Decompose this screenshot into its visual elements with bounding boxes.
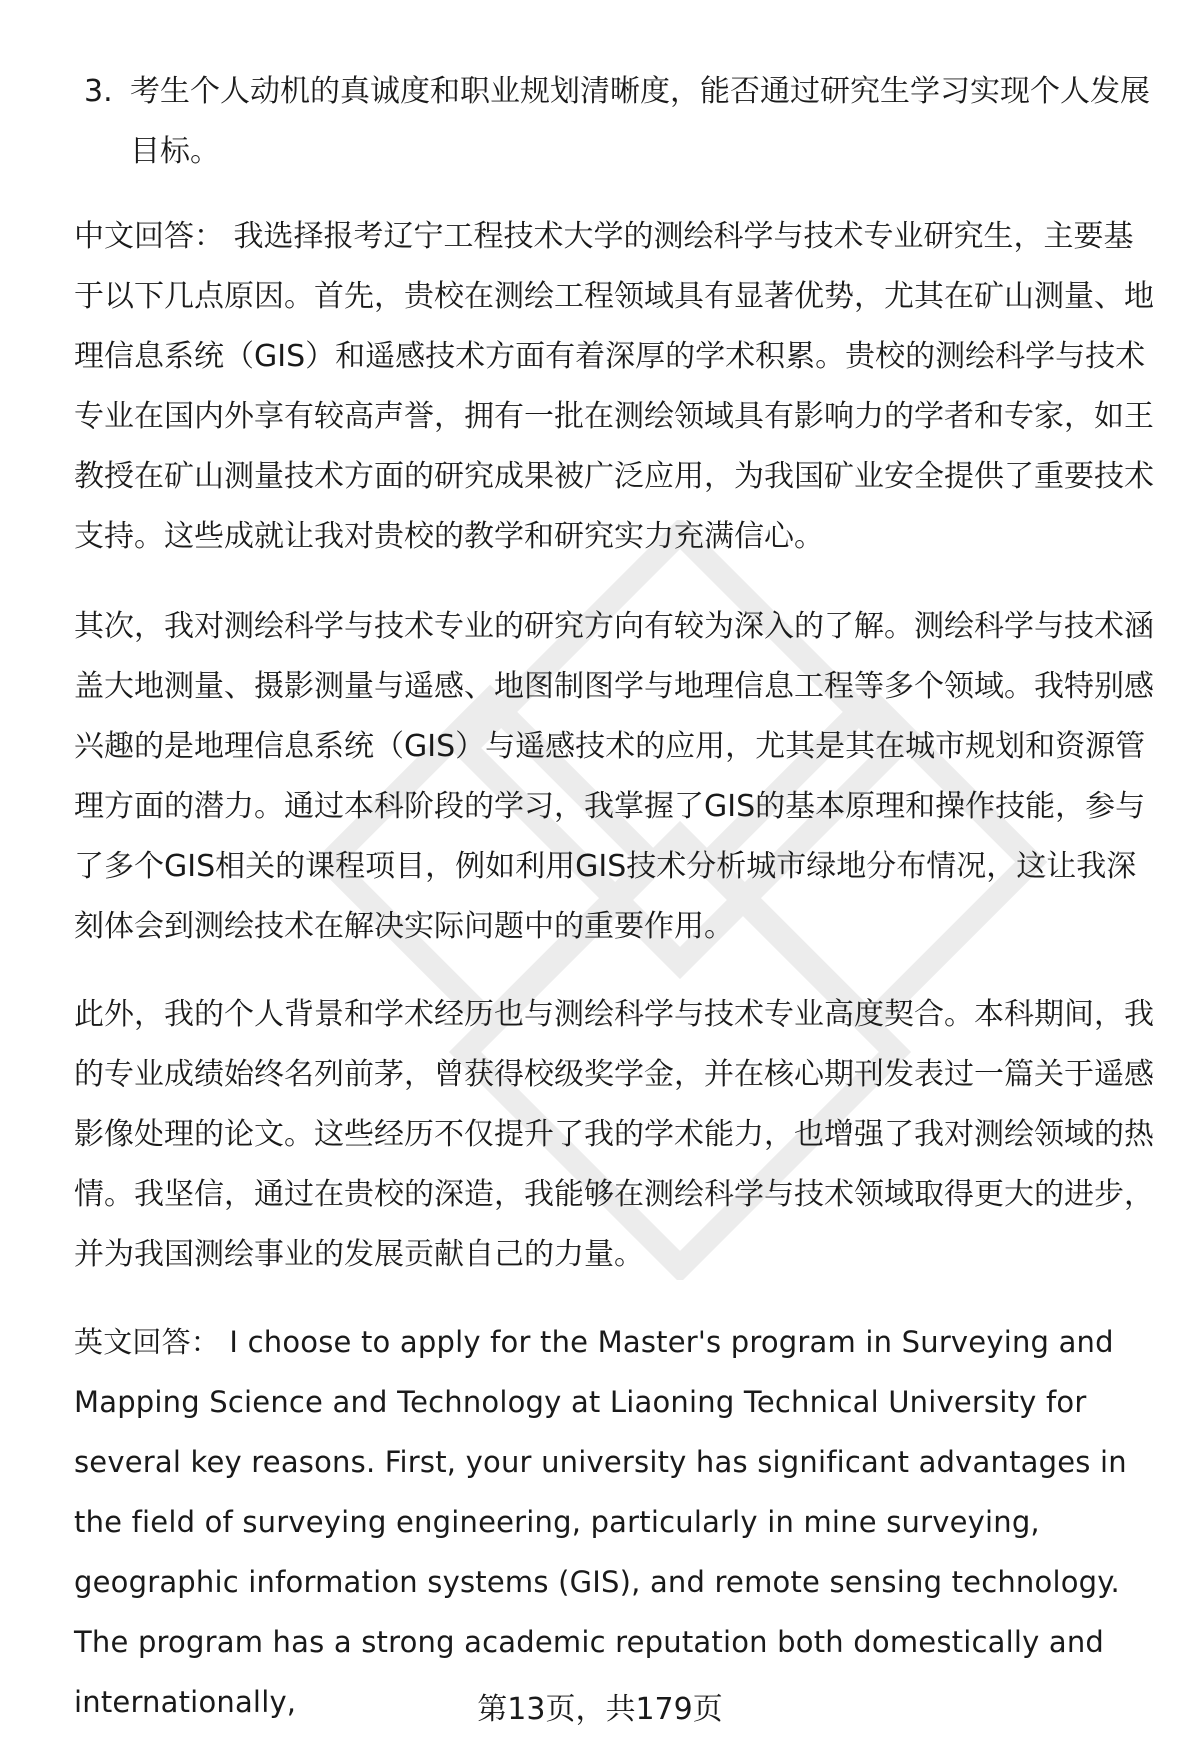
chinese-answer-paragraph-1: 中文回答： 我选择报考辽宁工程技术大学的测绘科学与技术专业研究生，主要基于以下几点原因。首先，贵校在测绘工程领域具有显著优势，尤其在矿山测量、地理信息系统（GIS）和遥感技术方面有着深厚的学术积累。贵校的测绘科学与技术专业在国内外享有较高声誉，拥有一批在测绘领域具有影响力的学者和专家，如王教授在矿山测量技术方面的研究成果被广泛应用，为我国矿业安全提供了重要技术支持。这些成就让我对贵校的教学和研究实力充满信心。 [74, 219, 1154, 554]
english-answer-paragraph-1: 英文回答： I choose to apply for the Master's program in Surveying and Mapping Science and Technology at Liaoning Technical University for several key reasons. First, your university has significant advantages in the field of surveying engineering, particularly in mine surveying, geographic information systems (GIS), and remote sensing technology. The program has a strong academic reputation both domestically and internationally, [74, 1325, 1127, 1719]
chinese-answer-paragraph-2: 其次，我对测绘科学与技术专业的研究方向有较为深入的了解。测绘科学与技术涵盖大地测量、摄影测量与遥感、地图制图学与地理信息工程等多个领域。我特别感兴趣的是地理信息系统（GIS）与遥感技术的应用，尤其是其在城市规划和资源管理方面的潜力。通过本科阶段的学习，我掌握了GIS的基本原理和操作技能，参与了多个GIS相关的课程项目，例如利用GIS技术分析城市绿地分布情况，这让我深刻体会到测绘技术在解决实际问题中的重要作用。 [74, 609, 1154, 944]
question-text: 考生个人动机的真诚度和职业规划清晰度，能否通过研究生学习实现个人发展目标。 [130, 74, 1150, 169]
chinese-answer-paragraph-3: 此外，我的个人背景和学术经历也与测绘科学与技术专业高度契合。本科期间，我的专业成绩始终名列前茅，曾获得校级奖学金，并在核心期刊发表过一篇关于遥感影像处理的论文。这些经历不仅提升了我的学术能力，也增强了我对测绘领域的热情。我坚信，通过在贵校的深造，我能够在测绘科学与技术领域取得更大的进步，并为我国测绘事业的发展贡献自己的力量。 [74, 997, 1154, 1272]
page-number-footer: 第13页，共179页 [477, 1692, 723, 1727]
question-item [84, 62, 1154, 182]
question-number: 3. [84, 74, 113, 109]
